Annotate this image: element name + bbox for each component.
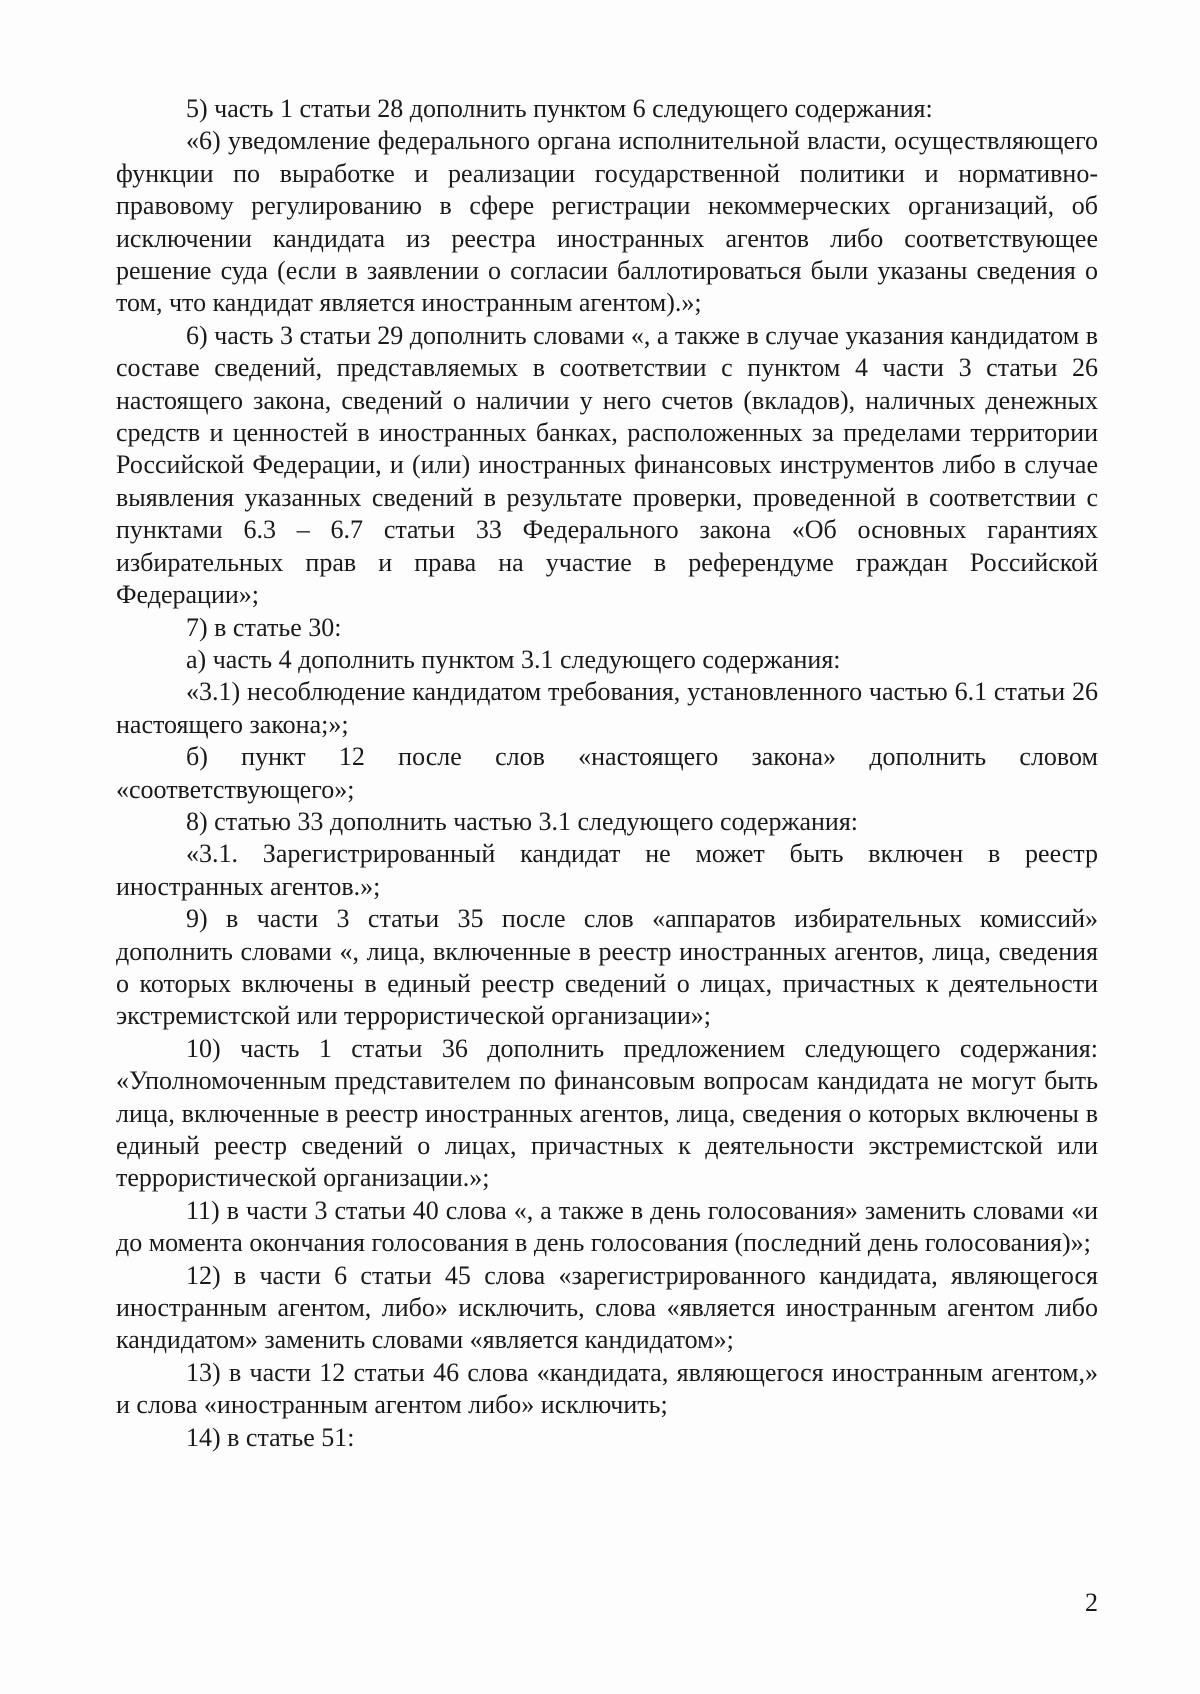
paragraph-item-6: 6) часть 3 статьи 29 дополнить словами «, а также в случае указания кандидатом в составе сведений, представляемых в соответствии с пунктом 4 части 3 статьи 26 настоящего закона, сведений о наличии у него счетов (вкладов), наличных денежных средств и ценностей в иностранных банках, расположенных за пределами территории Российской Федерации, и (или) иностранных финансовых инструментов либо в случае выявления указанных сведений в результате проверки, проведенной в соответствии с пунктами 6.3 – 6.7 статьи 33 Федерального закона «Об основных гарантиях избирательных прав и права на участие в референдуме граждан Российской Федерации»; (116, 320, 1098, 610)
paragraph-quote-3-1: «3.1) несоблюдение кандидатом требования, установленного частью 6.1 статьи 26 настоящего закона;»; (116, 677, 1098, 739)
paragraph-quote-3-1-registered: «3.1. Зарегистрированный кандидат не может быть включен в реестр иностранных агентов.»; (116, 839, 1098, 901)
paragraph-item-7a: а) часть 4 дополнить пунктом 3.1 следующего содержания: (186, 644, 841, 674)
document-body (116, 93, 1098, 1454)
paragraph-item-8: 8) статью 33 дополнить частью 3.1 следующего содержания: (186, 806, 859, 836)
paragraph-item-9: 9) в части 3 статьи 35 после слов «аппаратов избирательных комиссий» дополнить словами «, лица, включенные в реестр иностранных агентов, лица, сведения о которых включены в единый реестр сведений о лицах, причастных к деятельности экстремистской или террористической организации»; (116, 904, 1098, 1031)
paragraph-item-13: 13) в части 12 статьи 46 слова «кандидата, являющегося иностранным агентом,» и слова «иностранным агентом либо» исключить; (116, 1357, 1098, 1420)
paragraph-quote-6: «6) уведомление федерального органа исполнительной власти, осуществляющего функции по выработке и реализации государственной политики и нормативно-правовому регулированию в сфере регистрации некоммерческих организаций, об исключении кандидата из реестра иностранных агентов либо соответствующее решение суда (если в заявлении о согласии баллотироваться были указаны сведения о том, что кандидат является иностранным агентом).»; (116, 126, 1098, 318)
paragraph-item-7: 7) в статье 30: (186, 612, 342, 642)
paragraph-item-7b: б) пункт 12 после слов «настоящего закона» дополнить словом «соответствующего»; (116, 742, 1098, 804)
paragraph-item-10: 10) часть 1 статьи 36 дополнить предложением следующего содержания: «Уполномоченным представителем по финансовым вопросам кандидата не могут быть лица, включенные в реестр иностранных агентов, лица, сведения о которых включены в единый реестр сведений о лицах, причастных к деятельности экстремистской или террористической организации.»; (116, 1033, 1098, 1193)
page-number: 2 (1085, 1588, 1098, 1617)
paragraph-item-11: 11) в части 3 статьи 40 слова «, а также в день голосования» заменить словами «и до момента окончания голосования в день голосования (последний день голосования)»; (116, 1195, 1098, 1258)
paragraph-item-5: 5) часть 1 статьи 28 дополнить пунктом 6 следующего содержания: (186, 94, 933, 123)
paragraph-item-14: 14) в статье 51: (186, 1422, 355, 1452)
paragraph-item-12: 12) в части 6 статьи 45 слова «зарегистрированного кандидата, являющегося иностранным агентом, либо» исключить, слова «является иностранным агентом либо кандидатом» заменить словами «является кандидатом»; (116, 1260, 1098, 1355)
